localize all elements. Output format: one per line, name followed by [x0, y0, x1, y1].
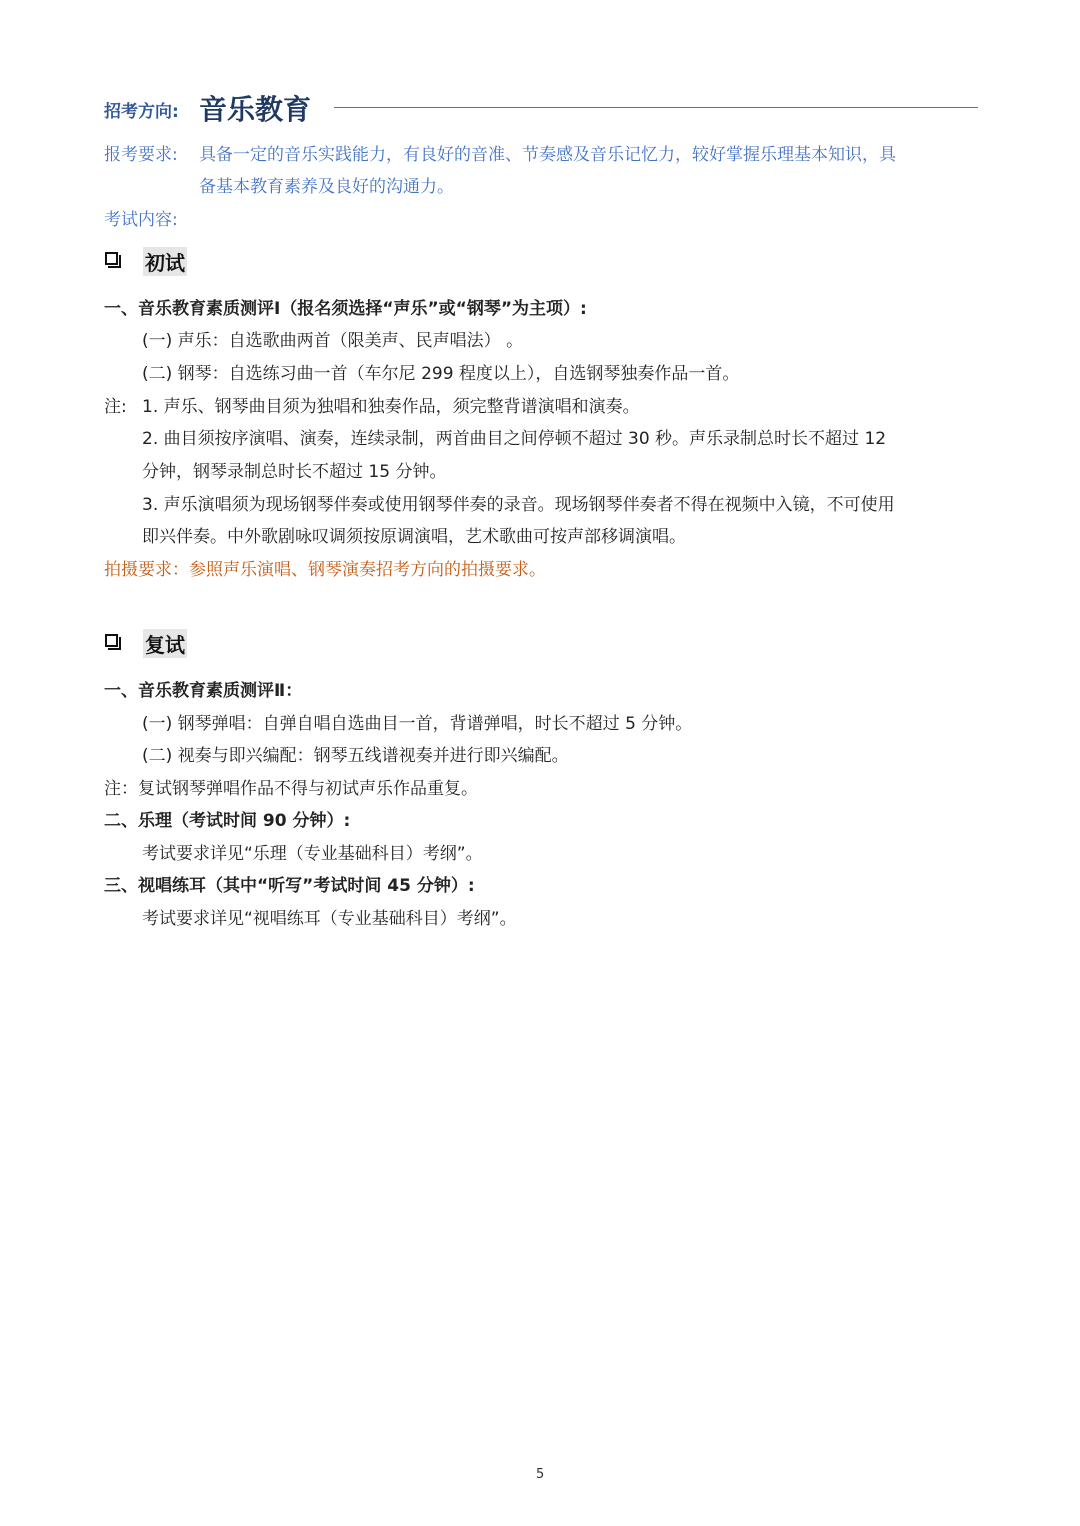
- filming-requirement: 拍摄要求：参照声乐演唱、钢琴演奏招考方向的拍摄要求。: [104, 560, 546, 580]
- retest-note: 注：复试钢琴弹唱作品不得与初试声乐作品重复。: [104, 779, 478, 799]
- checkbox-icon: [105, 252, 118, 265]
- retest-sub1: (一) 钢琴弹唱：自弹自唱自选曲目一首，背谱弹唱，时长不超过 5 分钟。: [142, 714, 693, 734]
- retest-sub2: (二) 视奏与即兴编配：钢琴五线谱视奏并进行即兴编配。: [142, 746, 569, 766]
- requirements-label: 报考要求:: [104, 145, 178, 165]
- title-rule: [334, 107, 978, 108]
- direction-label: 招考方向:: [104, 102, 179, 122]
- preliminary-note-label: 注:: [104, 397, 127, 417]
- preliminary-sub1: (一) 声乐：自选歌曲两首（限美声、民声唱法） 。: [142, 331, 524, 351]
- retest-item3-desc: 考试要求详见“视唱练耳（专业基础科目）考纲”。: [142, 909, 517, 929]
- direction-title: 音乐教育: [199, 93, 312, 126]
- page-number: 5: [536, 1467, 545, 1482]
- preliminary-heading: 初试: [143, 247, 187, 276]
- retest-item3-title: 三、视唱练耳（其中“听写”考试时间 45 分钟）:: [104, 876, 475, 896]
- requirements-line2: 备基本教育素养及良好的沟通力。: [199, 177, 454, 197]
- retest-item2-desc: 考试要求详见“乐理（专业基础科目）考纲”。: [142, 844, 483, 864]
- requirements-line1: 具备一定的音乐实践能力，有良好的音准、节奏感及音乐记忆力，较好掌握乐理基本知识，具: [199, 145, 896, 165]
- preliminary-note3-line2: 即兴伴奏。中外歌剧咏叹调须按原调演唱，艺术歌曲可按声部移调演唱。: [142, 527, 686, 547]
- preliminary-note1: 1. 声乐、钢琴曲目须为独唱和独奏作品，须完整背谱演唱和演奏。: [142, 397, 640, 417]
- preliminary-note2-line2: 分钟，钢琴录制总时长不超过 15 分钟。: [142, 462, 447, 482]
- retest-heading: 复试: [143, 629, 187, 658]
- preliminary-item1-title: 一、音乐教育素质测评Ⅰ（报名须选择“声乐”或“钢琴”为主项）:: [104, 299, 587, 319]
- preliminary-note2-line1: 2. 曲目须按序演唱、演奏，连续录制，两首曲目之间停顿不超过 30 秒。声乐录制总时长不超过 12: [142, 429, 887, 449]
- preliminary-note3-line1: 3. 声乐演唱须为现场钢琴伴奏或使用钢琴伴奏的录音。现场钢琴伴奏者不得在视频中入镜，不可使用: [142, 495, 895, 515]
- retest-item1-title: 一、音乐教育素质测评Ⅱ：: [104, 681, 303, 701]
- exam-content-label: 考试内容:: [104, 210, 178, 230]
- preliminary-sub2: (二) 钢琴：自选练习曲一首（车尔尼 299 程度以上），自选钢琴独奏作品一首。: [142, 364, 740, 384]
- checkbox-icon: [105, 634, 118, 647]
- retest-item2-title: 二、乐理（考试时间 90 分钟）:: [104, 811, 351, 831]
